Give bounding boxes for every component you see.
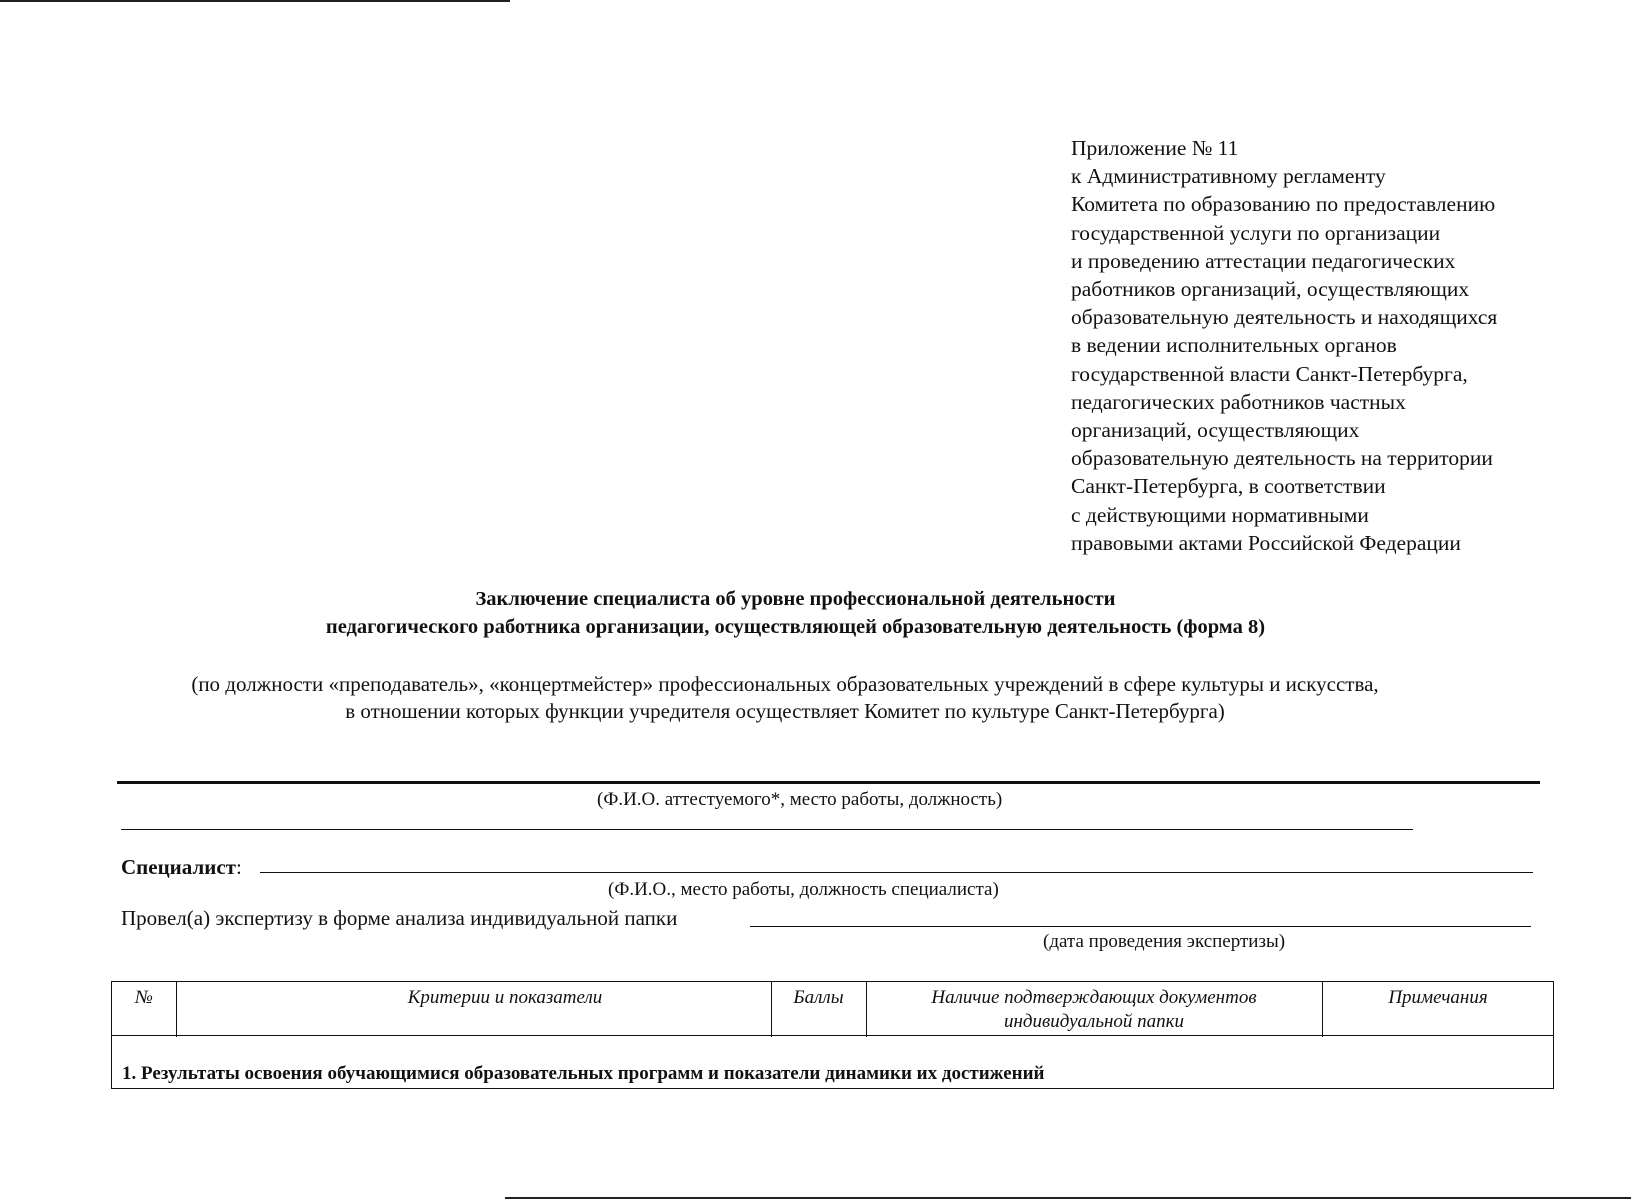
expertise-date-field-line[interactable] xyxy=(750,926,1531,927)
table-header-documents-line-1: Наличие подтверждающих документов xyxy=(931,987,1257,1008)
appendix-line: организаций, осуществляющих xyxy=(1071,418,1360,443)
attestee-field-line[interactable] xyxy=(117,781,1540,784)
table-header-divider xyxy=(112,1035,1553,1036)
specialist-label xyxy=(121,855,242,880)
table-section-1: 1. Результаты освоения обучающимися образовательных программ и показатели динамики их достижений xyxy=(122,1063,1045,1084)
expertise-label: Провел(а) экспертизу в форме анализа индивидуальной папки xyxy=(121,906,678,930)
document-subtitle-line-2: в отношении которых функции учредителя осуществляет Комитет по культуре Санкт-Петербурга) xyxy=(345,699,1225,723)
specialist-label-text: Специалист xyxy=(121,855,236,879)
specialist-caption: (Ф.И.О., место работы, должность специалиста) xyxy=(608,879,999,900)
appendix-line: с действующими нормативными xyxy=(1071,502,1369,527)
specialist-field-line[interactable] xyxy=(260,872,1533,873)
appendix-line: Санкт-Петербурга, в соответствии xyxy=(1071,474,1386,499)
appendix-line: образовательную деятельность и находящихся xyxy=(1071,305,1498,330)
appendix-line: и проведению аттестации педагогических xyxy=(1071,248,1456,273)
table-header-documents xyxy=(866,982,1322,1035)
date-caption: (дата проведения экспертизы) xyxy=(1043,931,1286,952)
document-subtitle-line-1: (по должности «преподаватель», «концертмейстер» профессиональных образовательных учреждений в сфере культуры и искусства, xyxy=(191,672,1379,696)
appendix-line: правовыми актами Российской Федерации xyxy=(1071,530,1461,555)
document-title-line-2: педагогического работника организации, осуществляющей образовательную деятельность (форма 8) xyxy=(325,616,1266,638)
appendix-line: работников организаций, осуществляющих xyxy=(1071,277,1470,302)
appendix-block xyxy=(1071,134,1611,557)
scan-edge-bottom xyxy=(505,1197,1631,1199)
appendix-line: Комитета по образованию по предоставлению xyxy=(1071,192,1496,217)
attestee-field-line-2[interactable] xyxy=(121,829,1413,830)
document-title-line-1: Заключение специалиста об уровне профессиональной деятельности xyxy=(475,588,1116,610)
criteria-table xyxy=(111,981,1554,1089)
appendix-line: государственной власти Санкт-Петербурга, xyxy=(1071,361,1468,386)
appendix-line: образовательную деятельность на территории xyxy=(1071,446,1493,471)
specialist-label-colon: : xyxy=(236,855,242,879)
appendix-line: государственной услуги по организации xyxy=(1071,220,1441,245)
table-header-notes: Примечания xyxy=(1388,987,1488,1008)
table-header-documents-line-2: индивидуальной папки xyxy=(1003,1011,1185,1032)
attestee-caption: (Ф.И.О. аттестуемого*, место работы, должность) xyxy=(597,789,1003,810)
appendix-line: Приложение № 11 xyxy=(1071,136,1239,160)
table-header-points: Баллы xyxy=(793,987,844,1008)
appendix-line: педагогических работников частных xyxy=(1071,389,1406,414)
appendix-line: в ведении исполнительных органов xyxy=(1071,333,1397,358)
table-header-criteria: Критерии и показатели xyxy=(407,987,603,1008)
scan-edge-top xyxy=(0,0,510,2)
table-header-num: № xyxy=(135,987,153,1008)
appendix-line: к Административному регламенту xyxy=(1071,164,1386,189)
